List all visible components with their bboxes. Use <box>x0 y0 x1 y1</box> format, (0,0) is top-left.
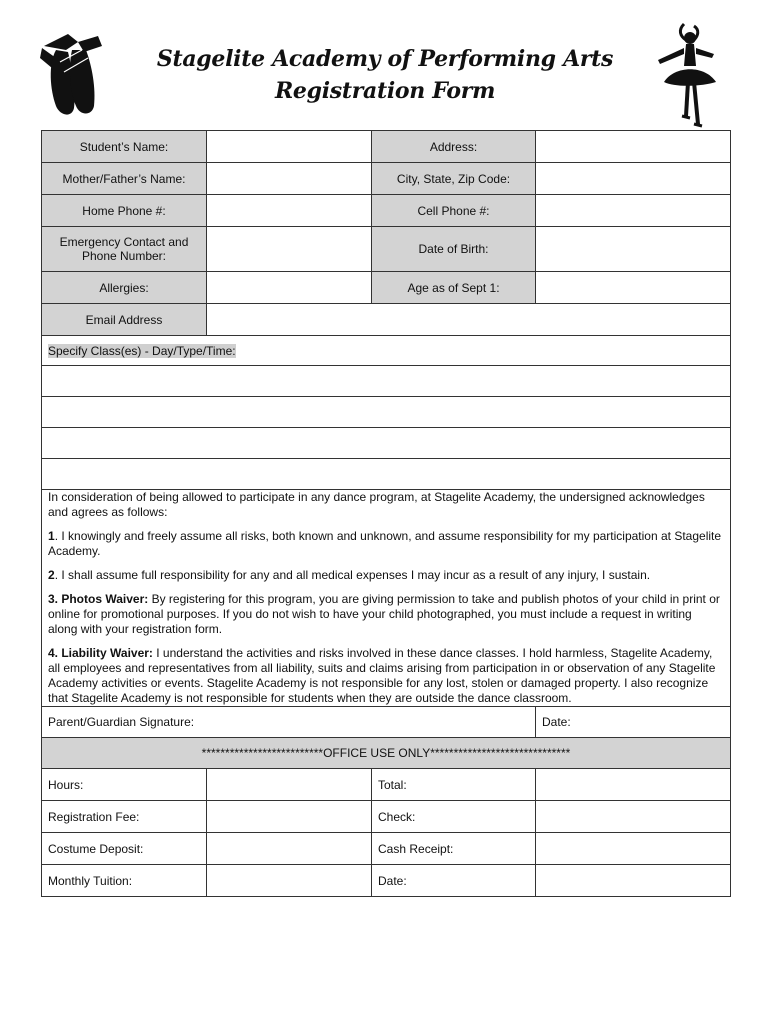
cell-phone-label: Cell Phone #: <box>372 195 536 227</box>
classes-label: Specify Class(es) - Day/Type/Time: <box>48 343 236 358</box>
hours-label: Hours: <box>42 769 207 801</box>
date-of-birth-label: Date of Birth: <box>372 227 536 272</box>
form-subtitle: Registration Form <box>274 78 496 104</box>
home-phone-field[interactable] <box>207 195 372 227</box>
cash-receipt-field[interactable] <box>536 833 731 865</box>
check-field[interactable] <box>536 801 731 833</box>
age-label: Age as of Sept 1: <box>372 272 536 304</box>
students-name-label: Student’s Name: <box>42 131 207 163</box>
ballet-shoes-icon <box>38 28 106 120</box>
students-name-field[interactable] <box>207 131 372 163</box>
parent-name-label: Mother/Father’s Name: <box>42 163 207 195</box>
office-use-header: **************************OFFICE USE ONLY****************************** <box>42 738 731 769</box>
address-label: Address: <box>372 131 536 163</box>
classes-row <box>42 336 731 366</box>
address-field[interactable] <box>536 131 731 163</box>
cell-phone-field[interactable] <box>536 195 731 227</box>
signature-date-label: Date: <box>542 715 571 729</box>
email-label: Email Address <box>42 304 207 336</box>
terms-section <box>42 490 731 707</box>
office-date-field[interactable] <box>536 865 731 897</box>
signature-date-field[interactable] <box>536 707 731 738</box>
parent-signature-label: Parent/Guardian Signature: <box>48 715 195 729</box>
date-of-birth-field[interactable] <box>536 227 731 272</box>
allergies-field[interactable] <box>207 272 372 304</box>
office-date-label: Date: <box>372 865 536 897</box>
age-field[interactable] <box>536 272 731 304</box>
cash-receipt-label: Cash Receipt: <box>372 833 536 865</box>
terms-item-1: 1. I knowingly and freely assume all risks, both known and unknown, and assume responsibility for my participation at Stagelite Academy. <box>48 529 722 558</box>
ballerina-silhouette-icon <box>650 20 726 130</box>
city-state-zip-label: City, State, Zip Code: <box>372 163 536 195</box>
form-title: Stagelite Academy of Performing Arts <box>156 46 614 72</box>
class-line-2[interactable] <box>42 397 731 428</box>
monthly-tuition-label: Monthly Tuition: <box>42 865 207 897</box>
class-line-4[interactable] <box>42 459 731 490</box>
parent-name-field[interactable] <box>207 163 372 195</box>
class-line-1[interactable] <box>42 366 731 397</box>
registration-table <box>41 130 731 897</box>
check-label: Check: <box>372 801 536 833</box>
terms-intro: In consideration of being allowed to participate in any dance program, at Stagelite Academy, the undersigned acknowledges and agrees as follows: <box>48 490 705 519</box>
terms-item-3: 3. Photos Waiver: By registering for this program, you are giving permission to take and publish photos of your child in print or online for promotional purposes. If you do not wish to have your child photographed, you must include a request in writing along with your registration form. <box>48 592 720 636</box>
terms-item-4: 4. Liability Waiver: I understand the activities and risks involved in these dance classes. I hold harmless, Stagelite Academy, all employees and representatives from all liability, suits and claims arising from participation in or observation of any Stagelite Academy activities or events. Stagelite Academy is not responsible for any lost, stolen or damaged property. I also recognize that Stagelite Academy is not responsible for students when they are outside the dance classroom. <box>48 646 716 705</box>
allergies-label: Allergies: <box>42 272 207 304</box>
city-state-zip-field[interactable] <box>536 163 731 195</box>
emergency-contact-field[interactable] <box>207 227 372 272</box>
email-field[interactable] <box>207 304 731 336</box>
costume-deposit-label: Costume Deposit: <box>42 833 207 865</box>
class-line-3[interactable] <box>42 428 731 459</box>
hours-field[interactable] <box>207 769 372 801</box>
home-phone-label: Home Phone #: <box>42 195 207 227</box>
parent-signature-field[interactable] <box>42 707 536 738</box>
registration-fee-field[interactable] <box>207 801 372 833</box>
terms-item-2: 2. I shall assume full responsibility for any and all medical expenses I may incur as a result of any injury, I sustain. <box>48 568 651 582</box>
registration-fee-label: Registration Fee: <box>42 801 207 833</box>
total-field[interactable] <box>536 769 731 801</box>
costume-deposit-field[interactable] <box>207 833 372 865</box>
emergency-contact-label: Emergency Contact and Phone Number: <box>42 227 207 272</box>
total-label: Total: <box>372 769 536 801</box>
monthly-tuition-field[interactable] <box>207 865 372 897</box>
